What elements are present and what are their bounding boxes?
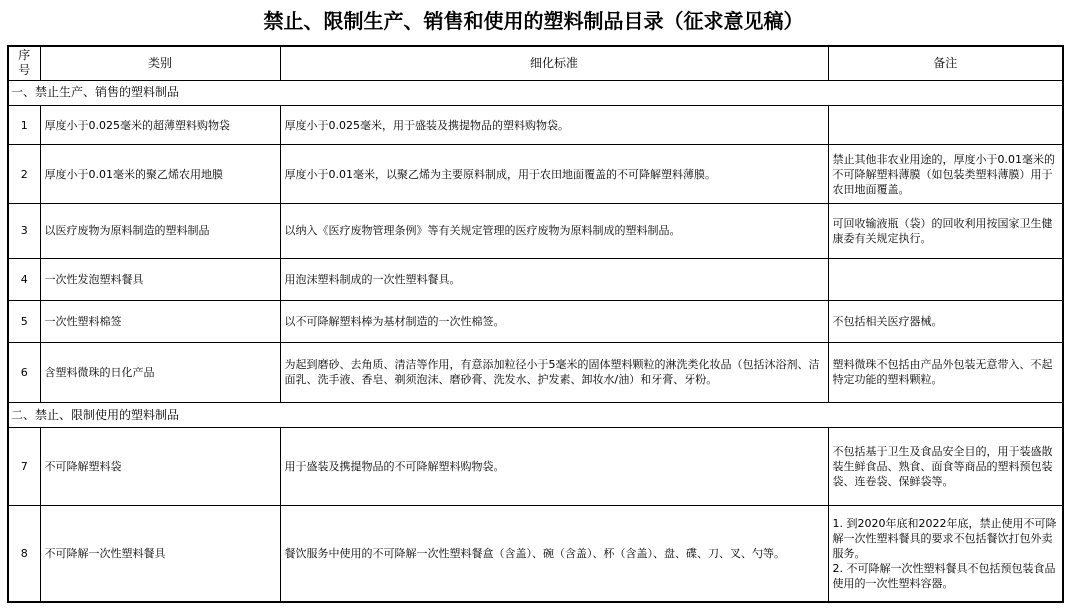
row-standard: 厚度小于0.01毫米，以聚乙烯为主要原料制成，用于农田地面覆盖的不可降解塑料薄膜。 bbox=[280, 145, 828, 204]
catalog-table bbox=[7, 45, 1064, 603]
header-standard: 细化标准 bbox=[280, 46, 828, 80]
row-note: 禁止其他非农业用途的，厚度小于0.01毫米的不可降解塑料薄膜（如包装类塑料薄膜）用于农田地面覆盖。 bbox=[828, 145, 1063, 204]
table-row bbox=[8, 204, 1063, 259]
table-row bbox=[8, 258, 1063, 300]
table-row bbox=[8, 428, 1063, 506]
section-heading: 一、禁止生产、销售的塑料制品 bbox=[8, 80, 1063, 105]
table-row bbox=[8, 300, 1063, 342]
row-standard: 用泡沫塑料制成的一次性塑料餐具。 bbox=[280, 258, 828, 300]
row-standard: 用于盛装及携提物品的不可降解塑料购物袋。 bbox=[280, 428, 828, 506]
header-no: 序号 bbox=[8, 46, 40, 80]
row-note: 塑料微珠不包括由产品外包装无意带入、不起特定功能的塑料颗粒。 bbox=[828, 342, 1063, 403]
header-category: 类别 bbox=[40, 46, 280, 80]
row-no: 5 bbox=[8, 300, 40, 342]
table-row bbox=[8, 506, 1063, 602]
row-standard: 餐饮服务中使用的不可降解一次性塑料餐盒（含盖）、碗（含盖）、杯（含盖）、盘、碟、刀、叉、勺等。 bbox=[280, 506, 828, 602]
table-row bbox=[8, 342, 1063, 403]
row-standard: 以纳入《医疗废物管理条例》等有关规定管理的医疗废物为原料制成的塑料制品。 bbox=[280, 204, 828, 259]
header-note: 备注 bbox=[828, 46, 1063, 80]
row-category: 不可降解塑料袋 bbox=[40, 428, 280, 506]
row-standard: 厚度小于0.025毫米，用于盛装及携提物品的塑料购物袋。 bbox=[280, 105, 828, 145]
row-no: 2 bbox=[8, 145, 40, 204]
row-category: 不可降解一次性塑料餐具 bbox=[40, 506, 280, 602]
row-note: 不包括相关医疗器械。 bbox=[828, 300, 1063, 342]
row-category: 一次性塑料棉签 bbox=[40, 300, 280, 342]
row-category: 含塑料微珠的日化产品 bbox=[40, 342, 280, 403]
row-note: 不包括基于卫生及食品安全目的，用于装盛散装生鲜食品、熟食、面食等商品的塑料预包装袋、连卷袋、保鲜袋等。 bbox=[828, 428, 1063, 506]
row-no: 3 bbox=[8, 204, 40, 259]
row-standard: 以不可降解塑料棒为基材制造的一次性棉签。 bbox=[280, 300, 828, 342]
row-no: 8 bbox=[8, 506, 40, 602]
row-no: 7 bbox=[8, 428, 40, 506]
row-category: 一次性发泡塑料餐具 bbox=[40, 258, 280, 300]
table-row bbox=[8, 105, 1063, 145]
row-no: 1 bbox=[8, 105, 40, 145]
row-note: 可回收输液瓶（袋）的回收利用按国家卫生健康委有关规定执行。 bbox=[828, 204, 1063, 259]
row-no: 6 bbox=[8, 342, 40, 403]
row-category: 厚度小于0.01毫米的聚乙烯农用地膜 bbox=[40, 145, 280, 204]
row-note: 1. 到2020年底和2022年底，禁止使用不可降解一次性塑料餐具的要求不包括餐饮打包外卖服务。 2. 不可降解一次性塑料餐具不包括预包装食品使用的一次性塑料容器。 bbox=[828, 506, 1063, 602]
row-category: 以医疗废物为原料制造的塑料制品 bbox=[40, 204, 280, 259]
row-note bbox=[828, 258, 1063, 300]
page-title: 禁止、限制生产、销售和使用的塑料制品目录（征求意见稿） bbox=[263, 9, 804, 33]
row-standard: 为起到磨砂、去角质、清洁等作用，有意添加粒径小于5毫米的固体塑料颗粒的淋洗类化妆品（包括沐浴剂、洁面乳、洗手液、香皂、剃须泡沫、磨砂膏、洗发水、护发素、卸妆水/油）和牙膏、牙粉。 bbox=[280, 342, 828, 403]
row-note bbox=[828, 105, 1063, 145]
table-row bbox=[8, 145, 1063, 204]
section-heading: 二、禁止、限制使用的塑料制品 bbox=[8, 403, 1063, 428]
row-category: 厚度小于0.025毫米的超薄塑料购物袋 bbox=[40, 105, 280, 145]
row-no: 4 bbox=[8, 258, 40, 300]
